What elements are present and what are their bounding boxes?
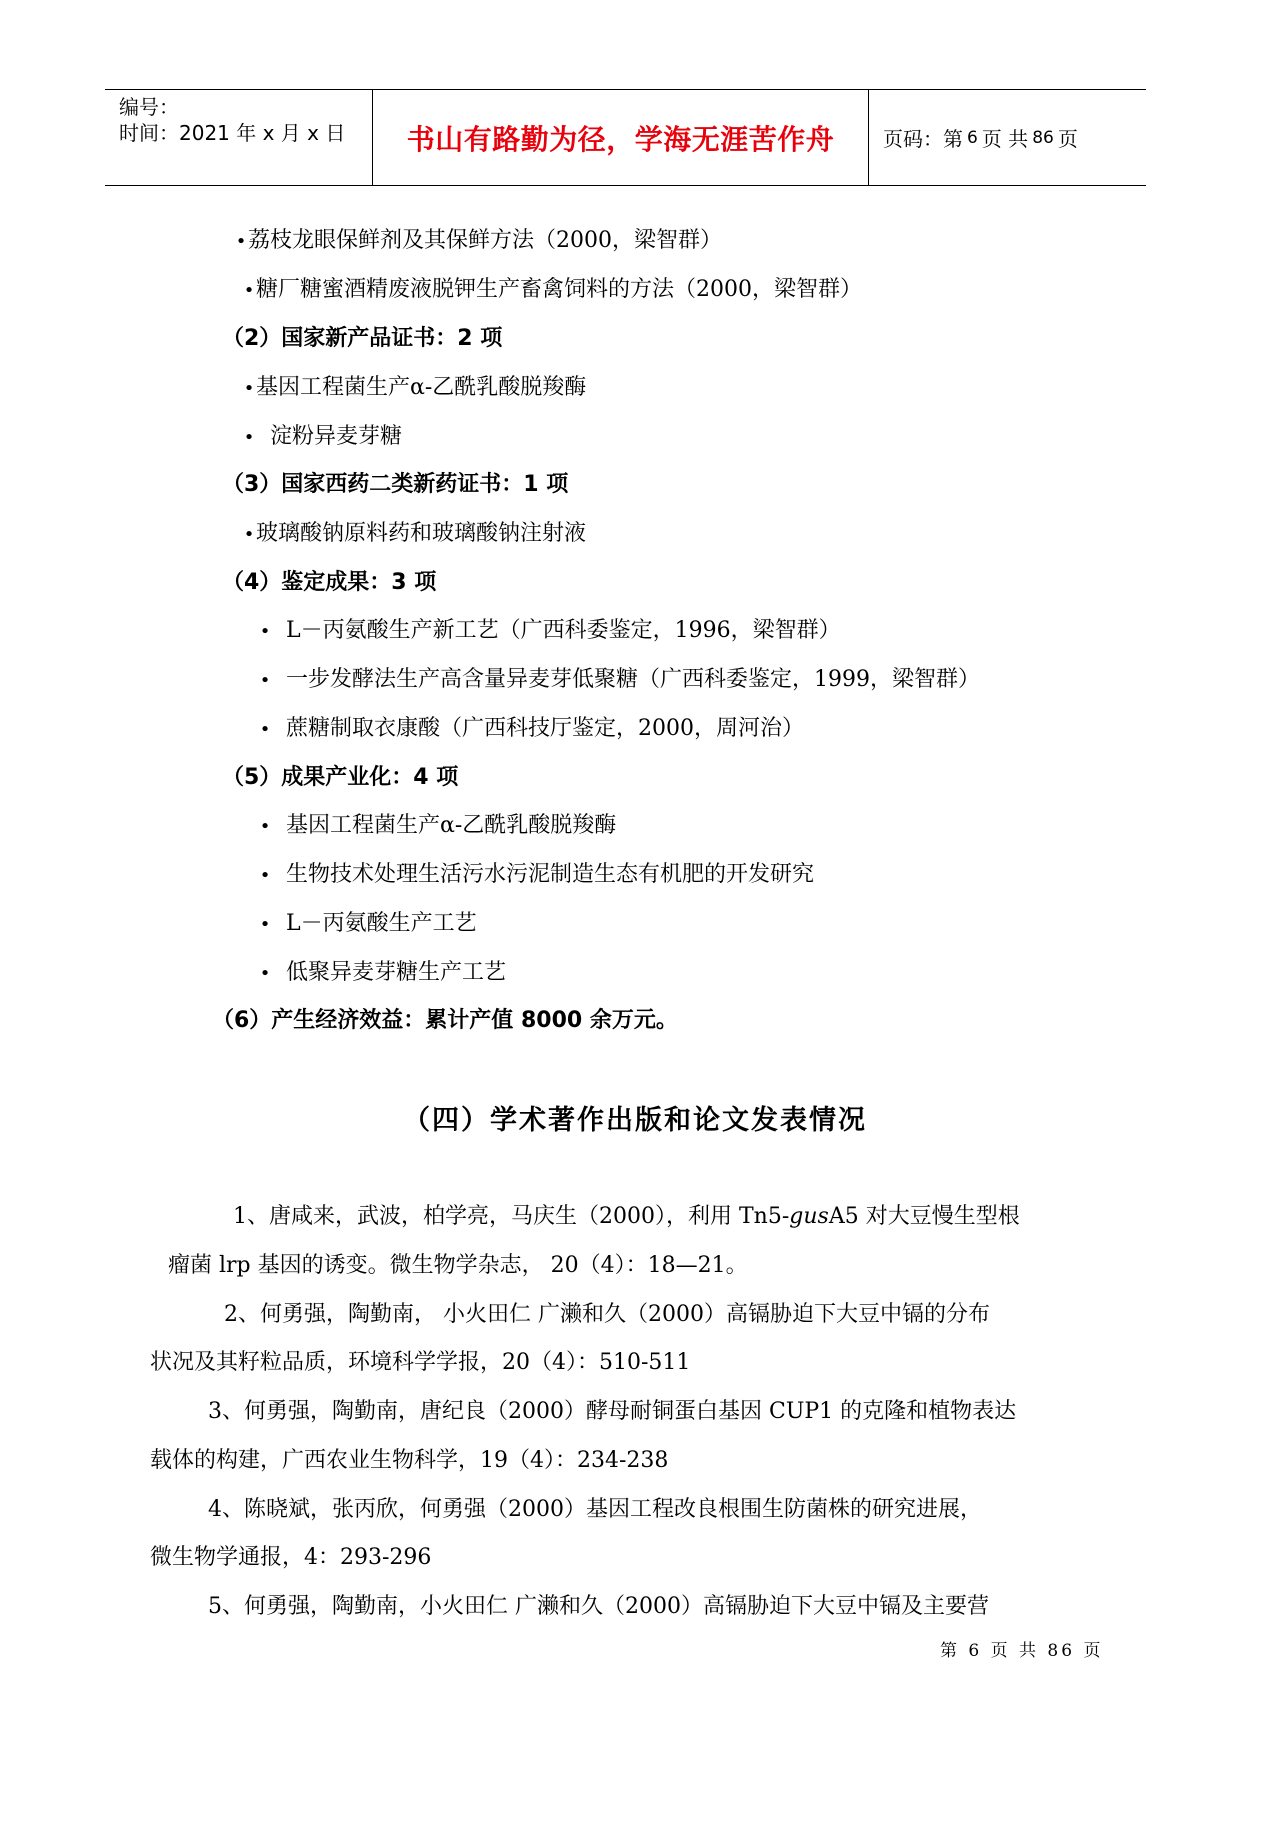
bullet-icon: • [235,231,247,252]
section-title: （四）学术著作出版和论文发表情况 [403,1105,867,1136]
header-motto: 书山有路勤为径，学海无涯苦作舟 [406,122,835,156]
reference-line: 5、何勇强，陶勤南，小火田仁 广濑和久（2000）高镉胁迫下大豆中镉及主要营 [208,1594,989,1619]
list-item-text: 淀粉异麦芽糖 [270,424,403,449]
list-item-text: 低聚异麦芽糖生产工艺 [286,960,507,985]
bullet-icon: • [259,865,271,886]
page-footer: 第 6 页 共 86 页 [940,1641,1104,1661]
list-item [242,519,586,550]
list-item-text: 蔗糖制取衣康酸（广西科技厅鉴定，2000，周河治） [286,716,804,741]
reference-line [233,1202,1020,1232]
subheading-appraisal: （4）鉴定成果：3 项 [222,570,437,595]
reference-text: A5 对大豆慢生型根 [828,1204,1020,1229]
list-item [242,373,586,404]
list-item-text: 基因工程菌生产α-乙酰乳酸脱羧酶 [286,813,617,838]
time-label: 时间：2021 年 x 月 x 日 [119,121,346,145]
page-number: 6 [967,127,978,148]
list-item-text: 玻璃酸钠原料药和玻璃酸钠注射液 [256,521,587,546]
bullet-icon: • [259,816,271,837]
list-item-text: L－丙氨酸生产新工艺（广西科委鉴定，1996，梁智群） [286,618,841,643]
list-item-text: L－丙氨酸生产工艺 [286,911,477,936]
page-mid: 页 共 [981,127,1029,151]
reference-text: 1、唐咸来，武波，柏学亮，马庆生（2000），利用 Tn5- [233,1204,790,1229]
reference-line: 载体的构建，广西农业生物科学，19（4）：234-238 [150,1448,669,1473]
list-item [242,422,402,453]
bullet-icon: • [259,621,271,642]
list-item-text: 一步发酵法生产高含量异麦芽低聚糖（广西科委鉴定，1999，梁智群） [286,667,980,692]
list-item [258,714,804,745]
bullet-icon: • [243,427,255,448]
list-item [258,909,477,940]
bullet-icon: • [259,914,271,935]
subheading-new-drug: （3）国家西药二类新药证书：1 项 [222,472,569,497]
list-item [258,958,506,989]
list-item [242,275,862,306]
page-prefix: 页码：第 [883,127,963,151]
subheading-new-product: （2）国家新产品证书：2 项 [222,326,503,351]
page-total: 86 [1032,127,1054,148]
bullet-icon: • [243,524,255,545]
header-meta [119,94,369,146]
list-item-text: 基因工程菌生产α-乙酰乳酸脱羧酶 [256,375,587,400]
reference-line: 微生物学通报，4：293-296 [150,1545,432,1570]
bullet-icon: • [259,670,271,691]
bullet-icon: • [259,719,271,740]
bullet-icon: • [259,963,271,984]
number-label: 编号： [119,95,179,119]
list-item-text: 荔枝龙眼保鲜剂及其保鲜方法（2000，梁智群） [248,228,722,253]
list-item [258,811,616,842]
header-page-info [883,90,1078,185]
reference-line: 4、陈晓斌，张丙欣，何勇强（2000）基因工程改良根围生防菌株的研究进展， [208,1497,982,1522]
page-header [105,89,1146,186]
list-item [234,226,722,257]
bullet-icon: • [243,378,255,399]
subheading-industrialization: （5）成果产业化：4 项 [222,765,459,790]
subheading-economic-benefit: （6）产生经济效益：累计产值 8000 余万元。 [212,1008,678,1033]
list-item [258,616,841,647]
reference-line: 状况及其籽粒品质，环境科学学报，20（4）：510-511 [150,1350,691,1375]
reference-italic: gus [789,1204,829,1229]
reference-line: 瘤菌 lrp 基因的诱变。微生物学杂志， 20（4）：18—21。 [168,1253,748,1278]
list-item-text: 糖厂糖蜜酒精废液脱钾生产畜禽饲料的方法（2000，梁智群） [256,277,862,302]
reference-line: 3、何勇强，陶勤南，唐纪良（2000）酵母耐铜蛋白基因 CUP1 的克隆和植物表达 [208,1399,1017,1424]
header-divider [868,90,869,185]
reference-line: 2、何勇强，陶勤南， 小火田仁 广濑和久（2000）高镉胁迫下大豆中镉的分布 [224,1302,990,1327]
page-suffix: 页 [1057,127,1078,151]
list-item-text: 生物技术处理生活污水污泥制造生态有机肥的开发研究 [286,862,815,887]
list-item [258,665,980,696]
list-item [258,860,814,891]
bullet-icon: • [243,280,255,301]
